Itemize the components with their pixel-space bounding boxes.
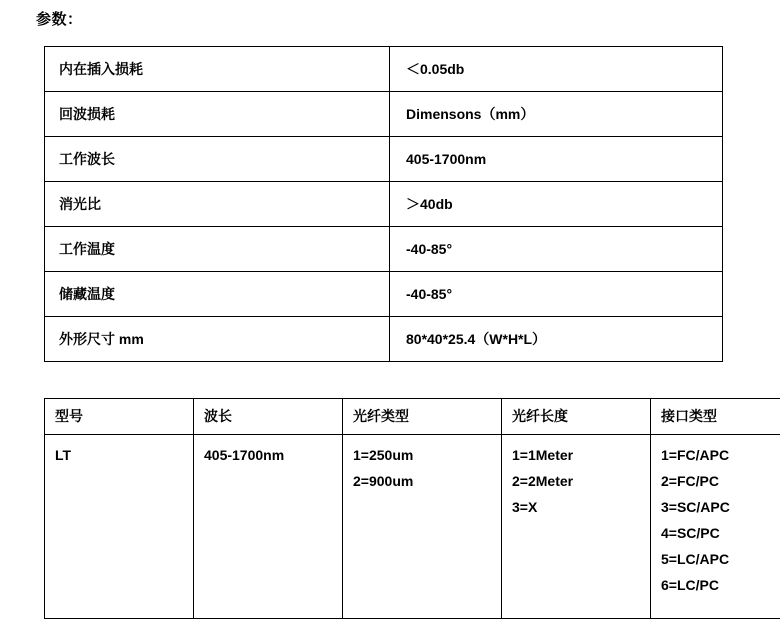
table-row	[45, 47, 723, 92]
spec-value: Dimensons（mm）	[390, 92, 723, 137]
spec-label: 外形尺寸 mm	[45, 317, 390, 362]
spec-label: 工作温度	[45, 227, 390, 272]
column-header-fiber-type: 光纤类型	[343, 399, 502, 435]
spec-label: 工作波长	[45, 137, 390, 182]
table-row	[45, 137, 723, 182]
cell-line: 2=FC/PC	[661, 468, 780, 494]
cell-line: 4=SC/PC	[661, 520, 780, 546]
cell-wavelength	[194, 435, 343, 619]
table-row	[45, 272, 723, 317]
page-title: 参数：	[36, 8, 83, 29]
spec-value: 405-1700nm	[390, 137, 723, 182]
table-row	[45, 317, 723, 362]
cell-fiber-length	[502, 435, 651, 619]
cell-line: 1=1Meter	[512, 442, 650, 468]
cell-line: LT	[55, 442, 193, 468]
spec-value: ＞40db	[390, 182, 723, 227]
spec-label: 回波损耗	[45, 92, 390, 137]
table-row	[45, 182, 723, 227]
cell-line: 3=SC/APC	[661, 494, 780, 520]
cell-line: 1=FC/APC	[661, 442, 780, 468]
spec-value: -40-85°	[390, 227, 723, 272]
column-header-wavelength: 波长	[194, 399, 343, 435]
cell-connector-type	[651, 435, 780, 619]
cell-line: 6=LC/PC	[661, 572, 780, 598]
cell-line: 2=900um	[353, 468, 501, 494]
table-header-row	[45, 399, 780, 435]
cell-fiber-type	[343, 435, 502, 619]
cell-line: 5=LC/APC	[661, 546, 780, 572]
column-header-model: 型号	[45, 399, 194, 435]
cell-lines-model	[55, 442, 193, 468]
cell-lines-fiber-length	[512, 442, 650, 520]
cell-line: 2=2Meter	[512, 468, 650, 494]
cell-lines-wavelength	[204, 442, 342, 468]
specifications-table	[44, 46, 723, 362]
cell-line: 1=250um	[353, 442, 501, 468]
spec-value: -40-85°	[390, 272, 723, 317]
spec-label: 储藏温度	[45, 272, 390, 317]
spec-value: 80*40*25.4（W*H*L）	[390, 317, 723, 362]
spec-value: ＜0.05db	[390, 47, 723, 92]
cell-lines-fiber-type	[353, 442, 501, 494]
table-row	[45, 227, 723, 272]
cell-line: 3=X	[512, 494, 650, 520]
spec-label: 消光比	[45, 182, 390, 227]
spec-label: 内在插入损耗	[45, 47, 390, 92]
column-header-connector-type: 接口类型	[651, 399, 780, 435]
table-row	[45, 92, 723, 137]
cell-line: 405-1700nm	[204, 442, 342, 468]
column-header-fiber-length: 光纤长度	[502, 399, 651, 435]
cell-model	[45, 435, 194, 619]
table-row	[45, 435, 780, 619]
model-code-table	[44, 398, 780, 619]
cell-lines-connector-type	[661, 442, 780, 598]
